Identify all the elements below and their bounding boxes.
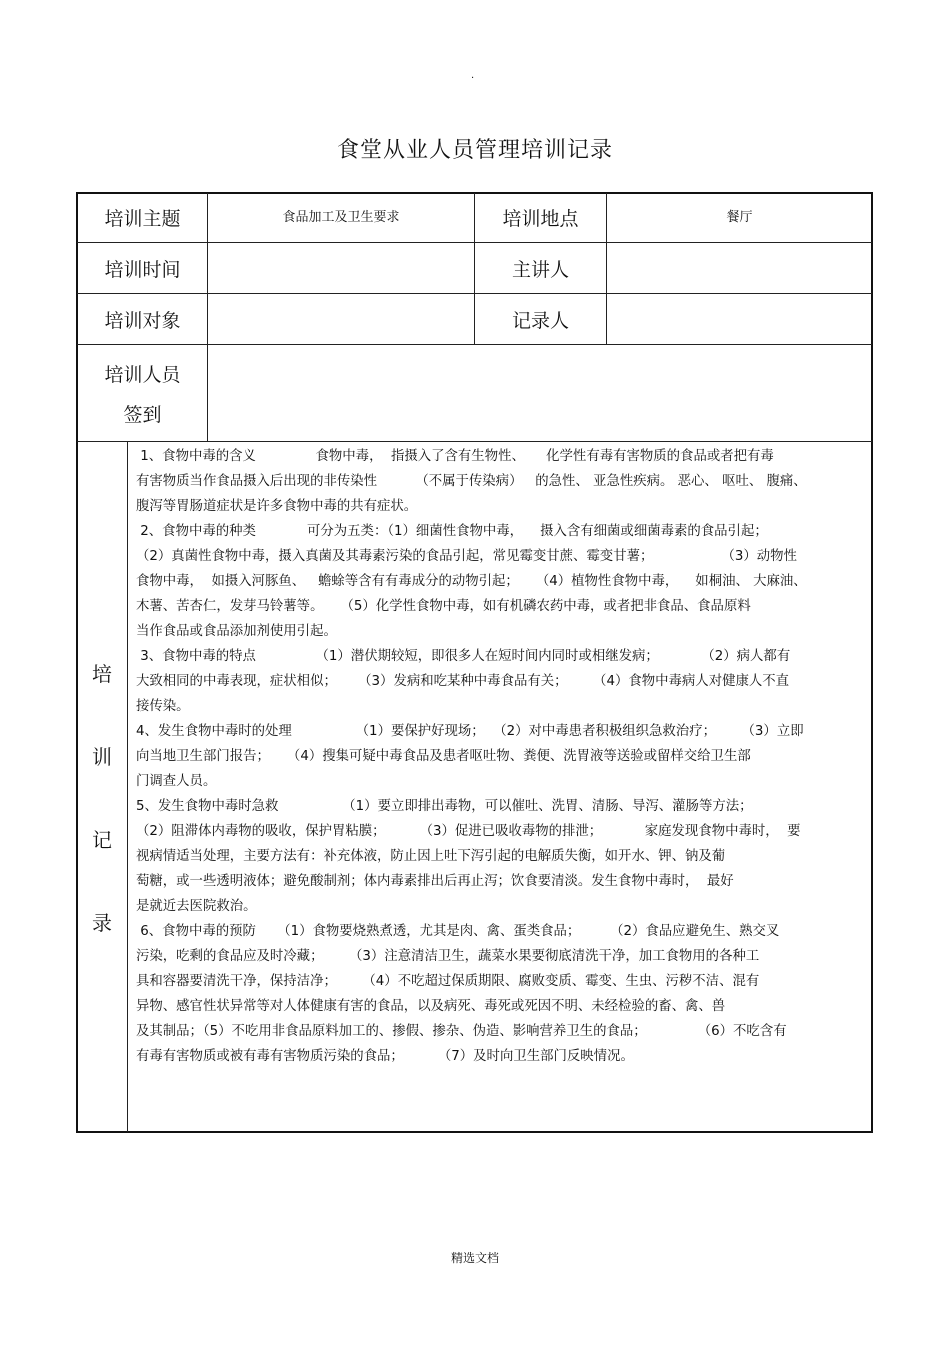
record-label-char: 记	[92, 828, 112, 852]
training-topic-value: 食品加工及卫生要求	[282, 209, 400, 225]
record-line: 1、食物中毒的含义 食物中毒， 指摄入了含有生物性、 化学性有毒有害物质的食品或者把有毒	[136, 449, 774, 464]
record-line: 2、食物中毒的种类 可分为五类：（1）细菌性食物中毒， 摄入含有细菌或细菌毒素的食品引起；	[136, 524, 768, 539]
record-line: 木薯、苦杏仁，发芽马铃薯等。 （5）化学性食物中毒，如有机磷农药中毒，或者把非食品、食品原料	[136, 599, 751, 614]
training-record-content	[136, 444, 864, 1069]
record-line: 萄糖，或一些透明液体；避免酸制剂；体内毒素排出后再止泻；饮食要清淡。发生食物中毒时， 最好	[136, 874, 734, 889]
record-label-char: 培	[92, 662, 112, 686]
training-time-label: 培训时间	[104, 258, 181, 281]
record-line: （2）阻滞体内毒物的吸收，保护胃粘膜； （3）促进已吸收毒物的排泄； 家庭发现食物中毒时， 要	[136, 824, 801, 839]
training-time-value	[208, 243, 474, 293]
row-divider	[77, 441, 872, 442]
recorder-value	[607, 294, 872, 344]
training-audience-value	[208, 294, 474, 344]
record-line: 门调查人员。	[136, 774, 217, 789]
record-line: 5、发生食物中毒时急救 （1）要立即排出毒物，可以催吐、洗胃、清肠、导泻、灌肠等方法；	[136, 799, 753, 814]
training-location-label: 培训地点	[502, 208, 579, 230]
record-line: 食物中毒， 如摄入河豚鱼、 蟾蜍等含有有毒成分的动物引起； （4）植物性食物中毒， 如桐油、 大麻油、	[136, 574, 807, 589]
record-line: 及其制品；（5）不吃用非食品原料加工的、掺假、掺杂、伪造、影响营养卫生的食品； （6）不吃含有	[136, 1024, 787, 1039]
column-divider	[127, 441, 128, 1132]
record-line: 当作食品或食品添加剂使用引起。	[136, 624, 337, 639]
attendee-signin-label-line2: 签到	[123, 404, 162, 426]
record-label-char: 训	[92, 745, 112, 769]
record-line: 具和容器要清洗干净，保持洁净； （4）不吃超过保质期限、腐败变质、霉变、生虫、污秽不洁、混有	[136, 974, 760, 989]
record-line: 向当地卫生部门报告； （4）搜集可疑中毒食品及患者呕吐物、粪便、洗胃液等送验或留样交给卫生部	[136, 749, 751, 764]
record-line: 6、食物中毒的预防 （1）食物要烧熟煮透，尤其是肉、禽、蛋类食品； （2）食品应避免生、熟交叉	[136, 924, 780, 939]
recorder-label: 记录人	[511, 309, 569, 332]
record-line: （2）真菌性食物中毒，摄入真菌及其毒素污染的食品引起，常见霉变甘蔗、霉变甘薯； （3）动物性	[136, 549, 797, 564]
record-line: 接传染。	[136, 699, 190, 714]
record-line: 腹泻等胃肠道症状是许多食物中毒的共有症状。	[136, 499, 418, 514]
page-title: 食堂从业人员管理培训记录	[336, 138, 613, 163]
attendee-signin-label-line1: 培训人员	[104, 364, 181, 386]
page-footer: 精选文档	[450, 1251, 499, 1265]
training-audience-label: 培训对象	[104, 309, 181, 332]
lecturer-value	[607, 243, 872, 293]
attendee-signin-value	[208, 345, 872, 441]
lecturer-label: 主讲人	[511, 258, 569, 281]
attendee-signin-label	[78, 355, 207, 435]
record-line: 4、发生食物中毒时的处理 （1）要保护好现场； （2）对中毒患者积极组织急救治疗； （3）立即	[136, 724, 804, 739]
record-line: 3、食物中毒的特点 （1）潜伏期较短，即很多人在短时间内同时或相继发病； （2）病人都有	[136, 649, 791, 664]
record-line: 视病情适当处理，主要方法有：补充体液，防止因上吐下泻引起的电解质失衡，如开水、钾、钠及葡	[136, 849, 726, 864]
record-line: 异物、感官性状异常等对人体健康有害的食品，以及病死、毒死或死因不明、未经检验的畜、禽、兽	[136, 999, 726, 1014]
top-mark: .	[471, 70, 475, 81]
record-label-char: 录	[92, 911, 112, 935]
training-topic-label: 培训主题	[104, 208, 181, 230]
record-line: 是就近去医院救治。	[136, 899, 257, 914]
record-line: 大致相同的中毒表现，症状相似； （3）发病和吃某种中毒食品有关； （4）食物中毒病人对健康人不直	[136, 674, 790, 689]
training-location-value: 餐厅	[726, 209, 753, 225]
record-line: 有害物质当作食品摄入后出现的非传染性 （不属于传染病） 的急性、 亚急性疾病。 恶心、 呕吐、 腹痛、	[136, 474, 807, 489]
record-line: 污染，吃剩的食品应及时冷藏； （3）注意清洁卫生，蔬菜水果要彻底清洗干净，加工食物用的各种工	[136, 949, 760, 964]
record-line: 有毒有害物质或被有毒有害物质污染的食品； （7）及时向卫生部门反映情况。	[136, 1049, 634, 1064]
